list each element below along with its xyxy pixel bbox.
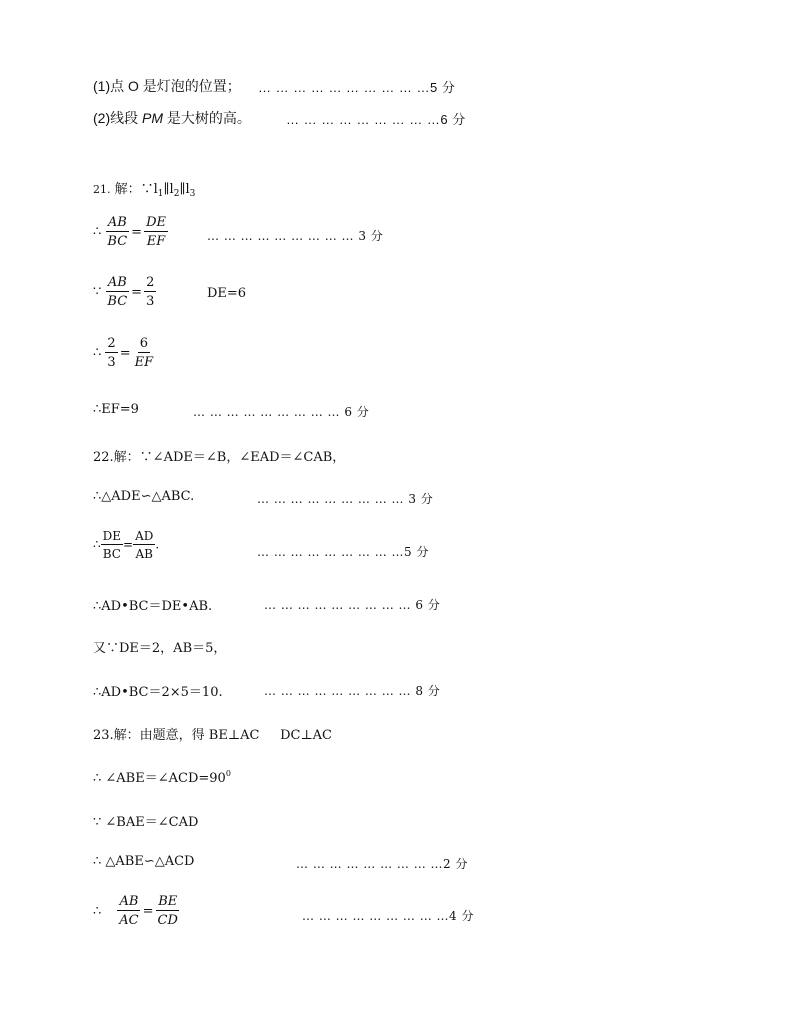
q21-number: 21. [93, 183, 111, 196]
equals-sign: = [142, 903, 154, 919]
q21-step1-dots: … … … … … … … … … 3 分 [207, 229, 384, 243]
fraction-denominator: BC [107, 294, 128, 309]
fraction-denominator: EF [146, 234, 166, 249]
degree-superscript: 0 [225, 769, 231, 778]
s20-line2-dots: … … … … … … … … …6 分 [286, 112, 466, 127]
s20-line2-post: 是大树的高。 [163, 110, 251, 126]
s20-line2-var: PM [142, 110, 163, 126]
fraction [101, 530, 123, 560]
fraction-denominator: 3 [107, 355, 116, 370]
fraction-numerator: AB [119, 894, 139, 909]
fraction-numerator: 2 [107, 336, 116, 351]
q22-step5: ∴AD•BC＝2×5＝10. [93, 685, 223, 700]
q21-step4-dots: … … … … … … … … … 6 分 [193, 405, 370, 419]
s20-line1-text: (1)点 O 是灯泡的位置； [93, 78, 241, 94]
equals-sign: = [131, 284, 143, 300]
q22-step4: 又∵DE＝2，AB＝5， [93, 641, 227, 656]
because-symbol: ∵ [93, 284, 102, 300]
period: . [155, 537, 160, 552]
fraction [105, 276, 129, 308]
therefore-symbol: ∴ [93, 537, 101, 552]
q21-header-text: 解：∵l [110, 182, 158, 197]
q21-sub2: 2 [173, 189, 180, 199]
q23-step3: ∴ △ABE∽△ACD [93, 854, 195, 869]
q22-step1-dots: … … … … … … … … … 3 分 [257, 492, 434, 506]
fraction [117, 895, 140, 927]
fraction-numerator: AB [107, 275, 127, 290]
equals-sign: = [123, 537, 134, 552]
fraction-denominator: EF [134, 355, 154, 370]
fraction-denominator: BC [107, 234, 128, 249]
fraction-numerator: 6 [139, 336, 148, 351]
q21-step4: ∴EF=9 [93, 402, 139, 417]
q21-sub1: 1 [157, 189, 164, 199]
equals-sign: = [119, 345, 131, 361]
fraction [156, 895, 180, 927]
fraction-denominator: 3 [146, 294, 155, 309]
q21-header [93, 178, 195, 199]
q23-step4 [93, 895, 180, 927]
s20-line1 [93, 76, 241, 96]
fraction-numerator: BE [158, 894, 178, 909]
q23-step2: ∵ ∠BAE＝∠CAD [93, 815, 199, 830]
q21-par2: ∥l [179, 182, 190, 197]
q21-step1 [93, 216, 168, 248]
fraction-numerator: AD [135, 529, 154, 543]
q22-step3: ∴AD•BC＝DE•AB. [93, 599, 213, 614]
fraction-numerator: DE [102, 529, 122, 543]
s20-line2 [93, 108, 251, 128]
q22-step3-dots: … … … … … … … … … 6 分 [264, 598, 441, 612]
therefore-symbol: ∴ [93, 345, 102, 361]
q22-step2-dots: … … … … … … … … …5 分 [257, 545, 429, 559]
q21-par1: ∥l [163, 182, 174, 197]
therefore-symbol: ∴ [93, 903, 102, 919]
fraction [144, 276, 156, 308]
therefore-symbol: ∴ [93, 224, 102, 240]
s20-line2-pre: (2)线段 [93, 110, 142, 126]
q21-sub3: 3 [189, 189, 196, 199]
q23-step3-dots: … … … … … … … … …2 分 [296, 857, 468, 871]
q21-step2-given: DE=6 [207, 286, 247, 301]
q22-step1: ∴△ADE∽△ABC. [93, 489, 195, 504]
fraction-denominator: AB [135, 547, 153, 561]
q23-header: 23.解：由题意，得 BE⊥AC DC⊥AC [93, 728, 333, 743]
q23-step1 [93, 767, 231, 786]
fraction-denominator: CD [157, 913, 178, 928]
q21-step3 [93, 337, 155, 369]
q22-step5-dots: … … … … … … … … … 8 分 [264, 684, 441, 698]
fraction [105, 337, 117, 369]
q22-header: 22.解：∵∠ADE＝∠B，∠EAD＝∠CAB， [93, 450, 346, 465]
fraction-numerator: DE [146, 215, 166, 230]
fraction-numerator: 2 [146, 275, 155, 290]
fraction [133, 337, 156, 369]
q22-step2 [93, 530, 159, 560]
fraction [133, 530, 155, 560]
equals-sign: = [131, 224, 143, 240]
fraction-denominator: AC [119, 913, 139, 928]
fraction [105, 216, 129, 248]
q21-step2 [93, 276, 156, 308]
s20-line1-dots: … … … … … … … … … …5 分 [258, 80, 456, 95]
q23-step1-text: ∴ ∠ABE＝∠ACD=90 [93, 771, 226, 786]
fraction-numerator: AB [107, 215, 127, 230]
fraction-denominator: BC [102, 547, 121, 561]
fraction [144, 216, 168, 248]
q23-step4-dots: … … … … … … … … …4 分 [302, 909, 474, 923]
